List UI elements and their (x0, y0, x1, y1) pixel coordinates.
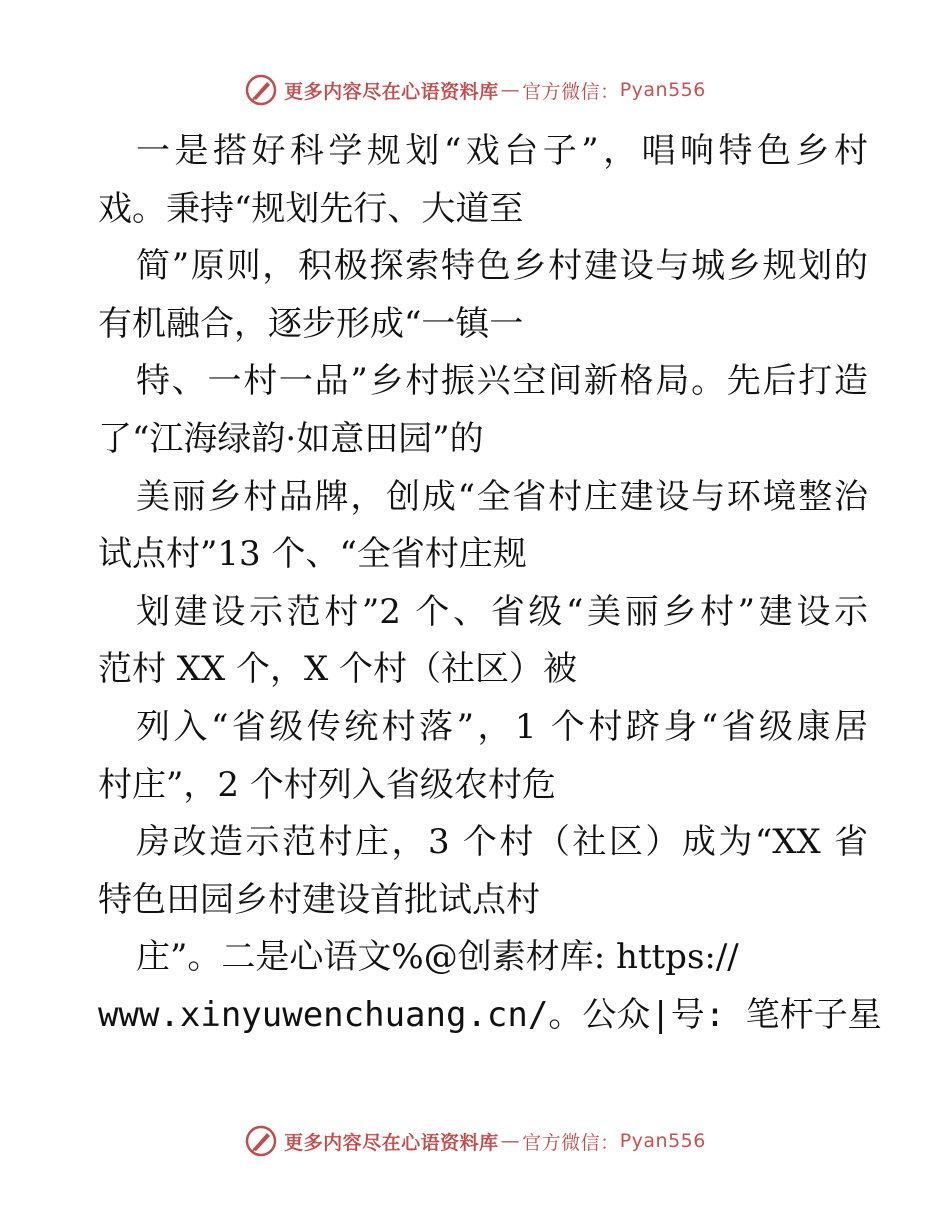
body-line-4: 有机融合，逐步形成“一镇一 (98, 303, 524, 344)
body-line-14: 特色田园乡村建设首批试点村 (98, 879, 540, 920)
document-body (98, 123, 882, 1045)
body-line-8: 试点村”13 个、“全省村庄规 (98, 534, 527, 575)
body-line-2: 戏。秉持“规划先行、大道至 (98, 188, 524, 229)
body-line-10: 范村 XX 个，X 个村（社区）被 (98, 649, 578, 690)
banner-dash: — (500, 79, 521, 101)
body-line-7: 美丽乡村品牌，创成“全省村庄建设与环境整治 (136, 476, 868, 517)
body-line-12: 村庄”，2 个村列入省级农村危 (98, 764, 556, 805)
quill-logo-icon (244, 1124, 278, 1158)
body-line-15: 庄”。二是心语文%@创素材库: https:// (136, 937, 739, 978)
footer-wechat-label: 官方微信： (522, 1131, 620, 1154)
footer-banner (0, 1121, 950, 1161)
header-banner (0, 70, 950, 110)
banner-wechat-label: 官方微信： (522, 80, 620, 103)
body-line-6: 了“江海绿韵·如意田园”的 (98, 418, 484, 459)
body-line-9: 划建设示范村”2 个、省级“美丽乡村”建设示 (136, 591, 868, 632)
body-line-1: 一是搭好科学规划“戏台子”，唱响特色乡村 (136, 131, 868, 171)
body-line-5: 特、一村一品”乡村振兴空间新格局。先后打造 (136, 361, 868, 402)
body-line-11: 列入“省级传统村落”，1 个村跻身“省级康居 (136, 706, 868, 747)
footer-wechat-id: Pyan556 (619, 1130, 706, 1152)
footer-dash: — (500, 1130, 521, 1152)
body-line-13: 房改造示范村庄，3 个村（社区）成为“XX 省 (136, 822, 868, 863)
body-line-3: 简”原则，积极探索特色乡村建设与城乡规划的 (136, 246, 868, 287)
body-line-16: www.xinyuwenchuang.cn/。公众|号: 笔杆子星 (98, 994, 882, 1035)
footer-site-name: 更多内容尽在心语资料库 (284, 1131, 499, 1154)
banner-wechat-id: Pyan556 (619, 79, 706, 101)
quill-logo-icon (244, 73, 278, 107)
banner-site-name: 更多内容尽在心语资料库 (284, 80, 499, 103)
